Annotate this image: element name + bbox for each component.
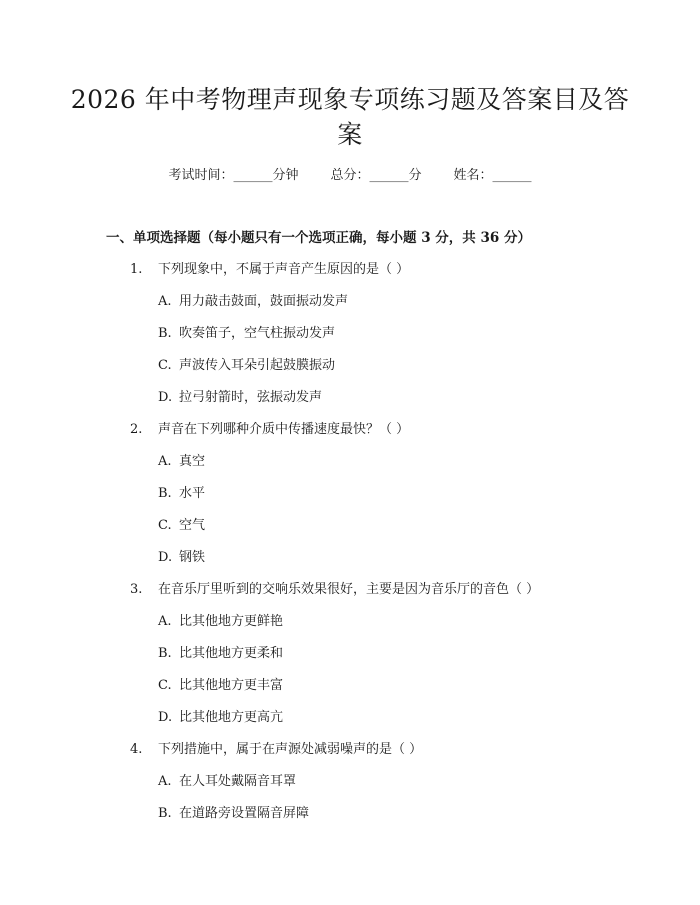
option-4b — [158, 804, 309, 824]
option-letter: B. — [158, 806, 172, 821]
option-2a — [158, 452, 205, 472]
option-1c — [158, 356, 335, 376]
option-letter: B. — [158, 646, 172, 661]
student-name-field: 姓名：______ — [453, 168, 532, 183]
option-2d — [158, 548, 205, 568]
question-4 — [130, 740, 422, 760]
question-text: 在音乐厅里听到的交响乐效果很好，主要是因为音乐厅的音色（ ） — [158, 582, 540, 597]
option-2b — [158, 484, 205, 504]
question-text: 声音在下列哪种介质中传播速度最快？（ ） — [158, 422, 410, 437]
option-text: 空气 — [179, 518, 206, 533]
option-text: 用力敲击鼓面，鼓面振动发声 — [179, 294, 349, 309]
option-text: 比其他地方更柔和 — [179, 646, 284, 661]
option-letter: B. — [158, 486, 172, 501]
option-text: 比其他地方更高亢 — [179, 710, 284, 725]
exam-time-field: 考试时间：______分钟 — [168, 168, 299, 183]
option-letter: A. — [158, 774, 172, 789]
option-1d — [158, 388, 322, 408]
question-number: 4. — [130, 742, 143, 757]
option-letter: B. — [158, 326, 172, 341]
option-text: 比其他地方更丰富 — [179, 678, 284, 693]
option-text: 钢铁 — [179, 550, 206, 565]
question-3 — [130, 580, 539, 600]
option-letter: C. — [158, 678, 172, 693]
document-title: 2026 年中考物理声现象专项练习题及答案目及答案 — [70, 85, 630, 149]
option-3d — [158, 708, 283, 728]
option-4a — [158, 772, 296, 792]
option-3c — [158, 676, 283, 696]
option-letter: D. — [158, 550, 173, 565]
option-text: 水平 — [179, 486, 206, 501]
question-number: 3. — [130, 582, 143, 597]
total-score-field: 总分：______分 — [330, 168, 422, 183]
option-letter: D. — [158, 710, 173, 725]
option-2c — [158, 516, 205, 536]
option-text: 在道路旁设置隔音屏障 — [179, 806, 310, 821]
question-text: 下列措施中，属于在声源处减弱噪声的是（ ） — [158, 742, 423, 757]
option-letter: C. — [158, 358, 172, 373]
option-text: 吹奏笛子，空气柱振动发声 — [179, 326, 336, 341]
option-letter: A. — [158, 454, 172, 469]
question-1 — [130, 260, 409, 280]
option-text: 真空 — [179, 454, 206, 469]
option-text: 拉弓射箭时，弦振动发声 — [179, 390, 323, 405]
option-text: 比其他地方更鲜艳 — [179, 614, 284, 629]
option-text: 声波传入耳朵引起鼓膜振动 — [179, 358, 336, 373]
option-letter: D. — [158, 390, 173, 405]
question-number: 1. — [130, 262, 143, 277]
option-3a — [158, 612, 283, 632]
exam-info-line — [0, 166, 700, 186]
option-letter: C. — [158, 518, 172, 533]
option-text: 在人耳处戴隔音耳罩 — [179, 774, 297, 789]
question-text: 下列现象中，不属于声音产生原因的是（ ） — [158, 262, 410, 277]
option-letter: A. — [158, 294, 172, 309]
question-number: 2. — [130, 422, 143, 437]
option-1b — [158, 324, 335, 344]
question-2 — [130, 420, 409, 440]
section-heading: 一、单项选择题（每小题只有一个选项正确，每小题 3 分，共 36 分） — [106, 230, 531, 246]
option-1a — [158, 292, 348, 312]
option-letter: A. — [158, 614, 172, 629]
option-3b — [158, 644, 283, 664]
